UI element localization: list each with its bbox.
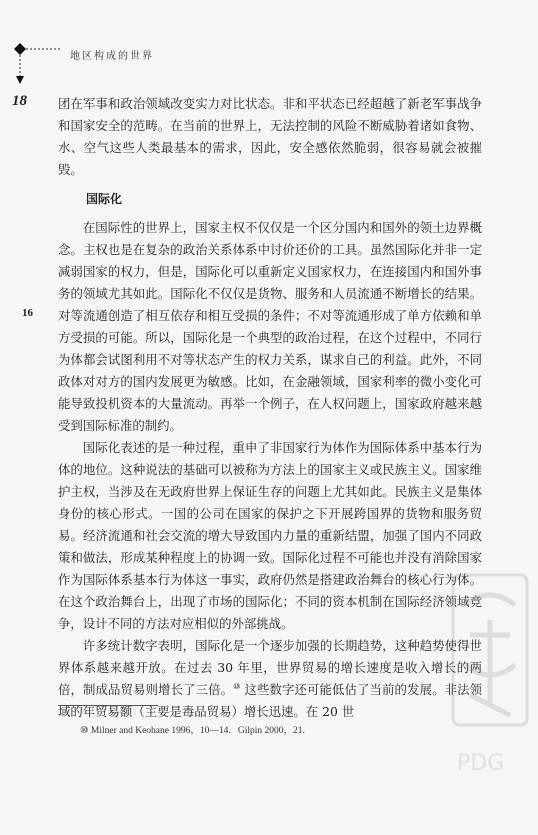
page-number: 18 xyxy=(12,93,27,109)
paragraph: 在国际性的世界上，国家主权不仅仅是一个区分国内和国外的领土边界概念。主权也是在复杂的政治关系体系中讨价还价的工具。虽然国际化并非一定减弱国家的权力，但是，国际化可以重新定义国家权力，在连接国内和国外事务的领域尤其如此。国际化不仅仅是货物、服务和人员流通不断增长的结果。对等流通创造了相互依存和相互受损的条件；不对等流通形成了单方依赖和单方受损的可能。所以，国际化是一个典型的政治过程，在这个过程中，不同行为体都会试图利用不对等状态产生的权力关系，谋求自己的利益。此外，不同政体对对方的国内发展更为敏感。比如，在金融领域，国家利率的微小变化可能导致投机资本的大量流动。再举一个例子，在人权问题上，国家政府越来越受到国际标准的制约。 xyxy=(58,220,482,433)
section-heading: 国际化 xyxy=(86,192,123,206)
footnote-reference[interactable]: ⑩ xyxy=(233,681,241,691)
margin-page-number: 16 xyxy=(22,307,33,319)
paragraph-continued: 团在军事和政治领域改变实力对比状态。非和平状态已经超越了新老军事战争和国家安全的范畴。在当前的世界上，无法控制的风险不断威胁着诸如食物、水、空气这些人类最基本的需求，因此，安全感依然脆弱，很容易就会被摧毁。 xyxy=(58,96,482,177)
footnote-text: Milner and Keohane 1996，10—14．Gilpin 2000，21. xyxy=(90,726,305,736)
paragraph: 国际化表述的是一种过程，重申了非国家行为体作为国际体系中基本行为体的地位。这种说法的基础可以被称为方法上的国家主义或民族主义。国家维护主权，当涉及在无政府世界上保证生存的问题上尤其如此。民族主义是集体身份的核心形式。一国的公司在国家的保护之下开展跨国界的货物和服务贸易。经济流通和社会交流的增大导致国内力量的重新结盟，加强了国内不同政策和做法，形成某种程度上的协调一致。国际化过程不可能也并没有消除国家作为国际体系基本行为体这一事实，政府仍然是搭建政治舞台的核心行为体。在这个政治舞台上，出现了市场的国际化；不同的资本机制在国际经济领域竞争，设计不同的方法对应相似的外部挑战。 xyxy=(58,440,482,631)
watermark-text: PDG xyxy=(457,751,505,776)
body-text xyxy=(58,93,482,723)
paragraph xyxy=(58,635,482,723)
diamond-dotted-arrow-icon xyxy=(10,38,60,88)
footnote-divider xyxy=(58,705,158,706)
footnote xyxy=(80,722,305,736)
paragraph-text: 许多统计数字表明，国际化是一个逐步加强的长期趋势，这种趋势使得世界体系越来越开放。在过去 30 年里，世界贸易的增长速度是收入增长的两倍，制成品贸易则增长了三倍。 xyxy=(58,638,482,697)
paragraph-text: 这些数字还可能低估了当前的发展。非法领域的年贸易额（主要是毒品贸易）增长迅速。在 20 世 xyxy=(58,682,482,719)
running-head: 地区构成的世界 xyxy=(70,51,154,62)
footnote-marker: ⑩ xyxy=(80,726,89,736)
